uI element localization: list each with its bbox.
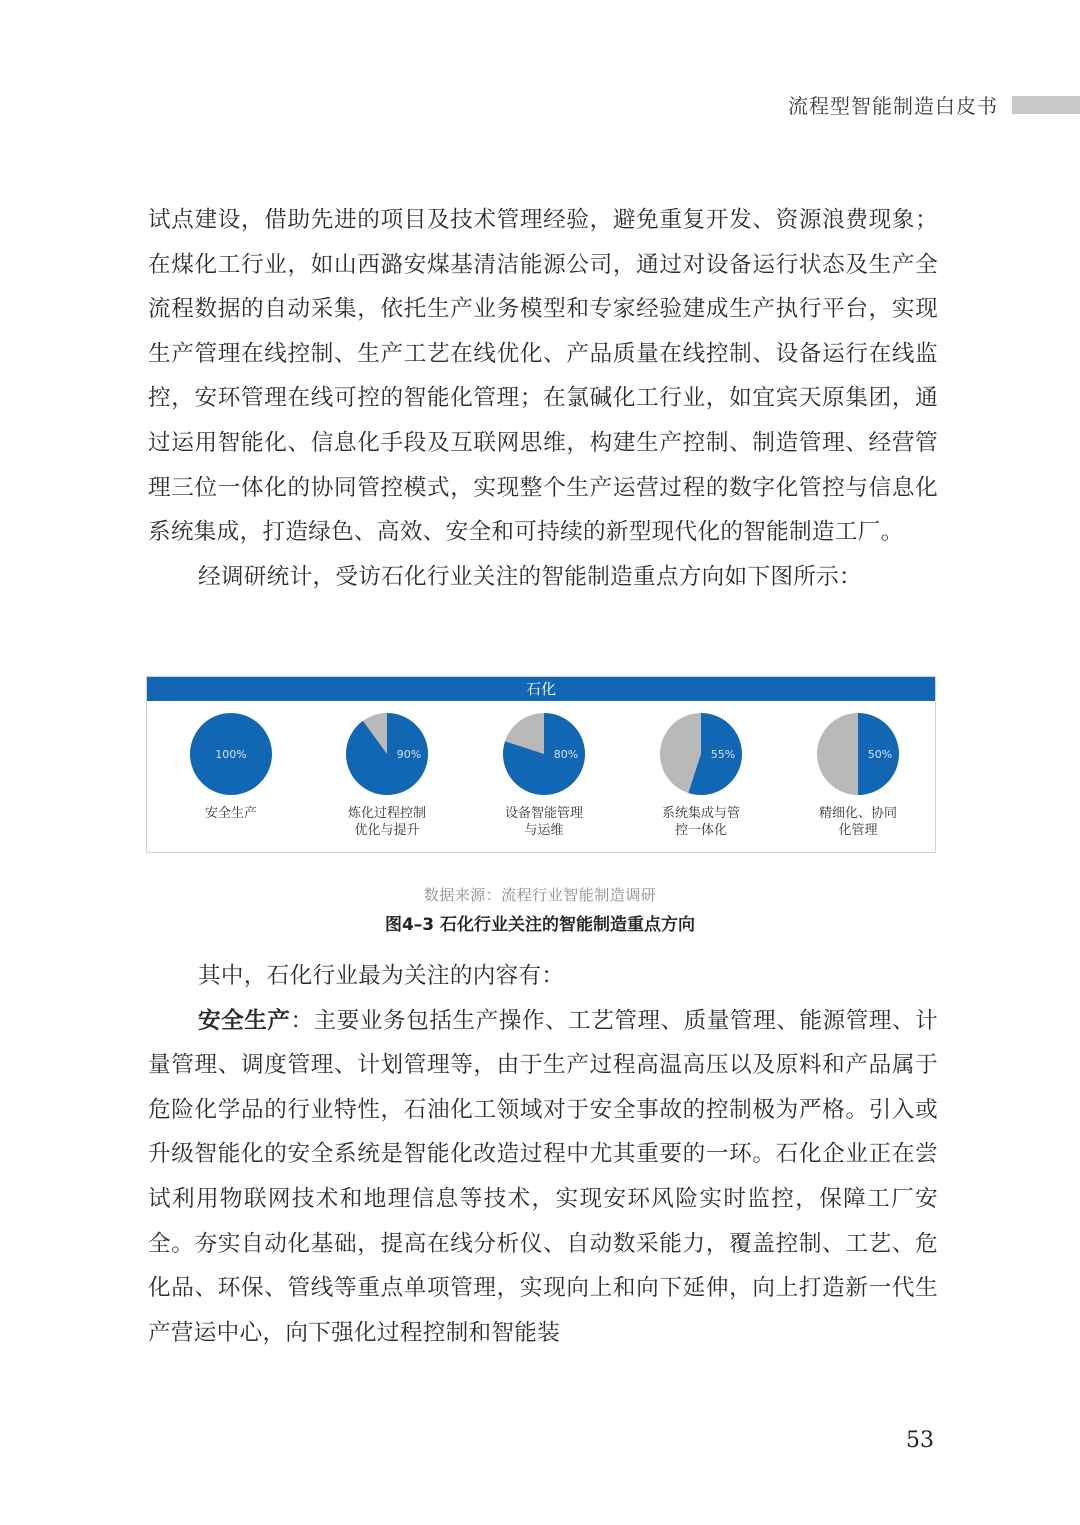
paragraph-safety-production [148, 999, 938, 1356]
pie-chart [503, 713, 585, 795]
pie-chart [346, 713, 428, 795]
body-text-top [148, 198, 938, 599]
pie-value-label: 55% [710, 748, 736, 761]
pie-item [152, 713, 310, 847]
paragraph-survey-intro: 经调研统计，受访石化行业关注的智能制造重点方向如下图所示： [198, 563, 862, 590]
pie-category-label: 安全生产 [204, 806, 257, 821]
paragraph-focus-intro: 其中，石化行业最为关注的内容有： [198, 963, 565, 989]
focus-direction-chart [146, 676, 936, 853]
pie-item [622, 713, 780, 847]
pie-value-label: 90% [396, 748, 422, 761]
pie-chart [660, 713, 742, 795]
pie-item [465, 713, 623, 847]
pie-category-label: 炼化过程控制优化与提升 [347, 806, 426, 838]
pie-item [779, 713, 937, 847]
running-header-title: 流程型智能制造白皮书 [788, 94, 998, 118]
pie-category-label: 设备智能管理与运维 [504, 806, 583, 838]
chart-title: 石化 [147, 677, 935, 701]
safety-production-heading: 安全生产 [198, 1007, 291, 1034]
pie-category-label: 系统集成与管控一体化 [661, 806, 740, 838]
pie-category-label: 精细化、协同化管理 [818, 806, 897, 838]
safety-production-body: ：主要业务包括生产操作、工艺管理、质量管理、能源管理、计量管理、调度管理、计划管理等，由于生产过程高温高压以及原料和产品属于危险化学品的行业特性，石油化工领域对于安全事故的控制极为严格。引入或升级智能化的安全系统是智能化改造过程中尤其重要的一环。石化企业正在尝试利用物联网技术和地理信息等技术，实现安环风险实时监控，保障工厂安全。夯实自动化基础，提高在线分析仪、自动数采能力，覆盖控制、工艺、危化品、环保、管线等重点单项管理，实现向上和向下延伸，向上打造新一代生产营运中心，向下强化过程控制和智能装 [148, 1007, 938, 1346]
pie-value-label: 80% [553, 748, 579, 761]
pie-value-label: 100% [215, 748, 247, 761]
pie-chart [190, 713, 272, 795]
pie-value-label: 50% [867, 748, 893, 761]
figure-source: 数据来源：流程行业智能制造调研 [423, 886, 657, 904]
running-header-bar [1012, 96, 1080, 114]
pie-item [308, 713, 466, 847]
pie-chart [817, 713, 899, 795]
page-number: 53 [906, 1428, 934, 1453]
figure-caption: 图4–3 石化行业关注的智能制造重点方向 [384, 915, 696, 935]
paragraph-pilot-cases: 试点建设，借助先进的项目及技术管理经验，避免重复开发、资源浪费现象；在煤化工行业，如山西潞安煤基清洁能源公司，通过对设备运行状态及生产全流程数据的自动采集，依托生产业务模型和专家经验建成生产执行平台，实现生产管理在线控制、生产工艺在线优化、产品质量在线控制、设备运行在线监控，安环管理在线可控的智能化管理；在氯碱化工行业，如宜宾天原集团，通过运用智能化、信息化手段及互联网思维，构建生产控制、制造管理、经营管理三位一体化的协同管控模式，实现整个生产运营过程的数字化管控与信息化系统集成，打造绿色、高效、安全和可持续的新型现代化的智能制造工厂。 [148, 207, 938, 546]
body-text-bottom [148, 954, 938, 1355]
